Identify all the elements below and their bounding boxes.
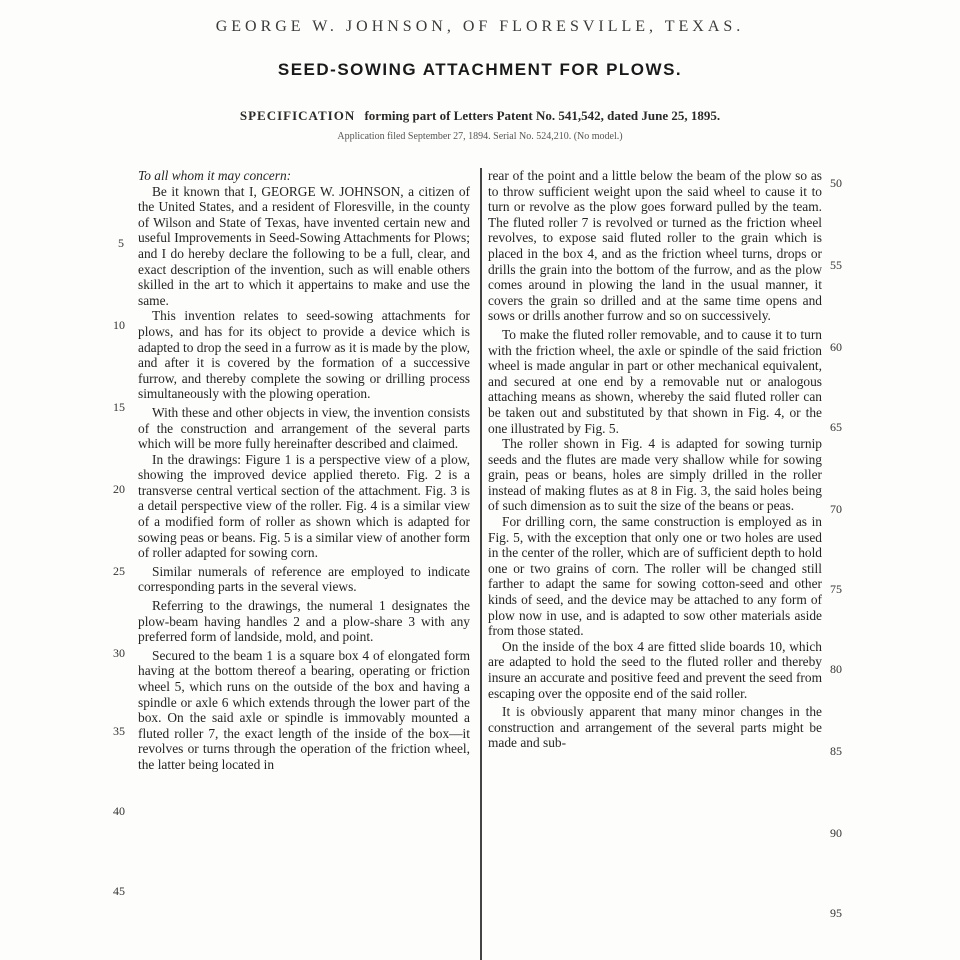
line-number: 50 (830, 176, 842, 190)
line-number: 90 (830, 826, 842, 840)
paragraph: It is obviously apparent that many minor changes in the construction and arrangement of the several parts might be made and sub- (488, 704, 822, 751)
line-number: 25 (113, 564, 125, 578)
paragraph: To make the fluted roller removable, and to cause it to turn with the friction wheel, the axle or spindle of the said friction wheel is made angular in part or other mechanical equivalent, and secured at one end by a removable nut or analogous attaching means as shown, whereby the said fluted roller can be taken out and substituted by that shown in Fig. 4, or the one illustrated by Fig. 5. (488, 326, 822, 436)
inventor-line: GEORGE W. JOHNSON, OF FLORESVILLE, TEXAS. (215, 18, 745, 35)
line-number: 75 (830, 582, 842, 596)
line-number: 85 (830, 744, 842, 758)
left-column (138, 168, 470, 960)
specification-line (0, 108, 960, 124)
paragraph: rear of the point and a little below the beam of the plow so as to throw sufficient weight upon the said wheel to cause it to turn or revolve as the plow goes forward pulled by the team. The fluted roller 7 is revolved or turned as the friction wheel revolves, to expose said fluted roller to the grain which is placed in the box 4, and as the friction wheel turns, drops or drills the grain into the bottom of the furrow, and as the plow comes around in plowing the land in the usual manner, it covers the grain so drilled and at the same time opens and sows or drills another furrow and so on successively. (488, 168, 822, 324)
paragraph: Secured to the beam 1 is a square box 4 of elongated form having at the bottom thereof a bearing, operating or friction wheel 5, which runs on the outside of the box and having a spindle or axle 6 which extends through the lower part of the box. On the said axle or spindle is immovably mounted a fluted roller 7, the exact length of the inside of the box—it revolves or turns through the operation of the friction wheel, the latter being located in (138, 647, 470, 772)
paragraph: This invention relates to seed-sowing attachments for plows, and has for its object to provide a device which is adapted to drop the seed in a furrow as it is made by the plow, and after it is covered by the formation of a successive furrow, and thereby complete the sowing or drilling process simultaneously with the plowing operation. (138, 308, 470, 402)
paragraph: On the inside of the box 4 are fitted slide boards 10, which are adapted to hold the seed to the fluted roller and thereby insure an accurate and positive feed and prevent the seed from escaping over the opposite end of the said roller. (488, 638, 822, 701)
line-number: 65 (830, 420, 842, 434)
patent-title: SEED-SOWING ATTACHMENT FOR PLOWS. (277, 60, 683, 79)
line-number: 95 (830, 906, 842, 920)
line-number: 45 (113, 884, 125, 898)
specification-lead: SPECIFICATION (239, 108, 356, 123)
right-column (488, 168, 822, 960)
application-line: Application filed September 27, 1894. Serial No. 524,210. (No model.) (337, 131, 623, 142)
line-number: 15 (113, 400, 125, 414)
line-number: 40 (113, 804, 125, 818)
line-number: 60 (830, 340, 842, 354)
line-number: 10 (113, 318, 125, 332)
paragraph: Be it known that I, GEORGE W. JOHNSON, a citizen of the United States, and a resident of Floresville, in the county of Wilson and State of Texas, have invented certain new and useful Improvements in Seed-Sowing Attachments for Plows; and I do hereby declare the following to be a full, clear, and exact description of the invention, such as will enable others skilled in the art to which it appertains to make and use the same. (138, 183, 470, 308)
salutation: To all whom it may concern: (138, 168, 292, 183)
line-number: 5 (118, 236, 124, 250)
paragraph: Similar numerals of reference are employed to indicate corresponding parts in the several views. (138, 563, 470, 595)
line-number: 30 (113, 646, 125, 660)
paragraph: In the drawings: Figure 1 is a perspective view of a plow, showing the improved device applied thereto. Fig. 2 is a transverse central vertical section of the attachment. Fig. 3 is a detail perspective view of the roller. Fig. 4 is a similar view of a modified form of roller as shown which is adapted for sowing peas or beans. Fig. 5 is a similar view of another form of roller adapted for sowing corn. (138, 451, 470, 561)
specification-detail: forming part of Letters Patent No. 541,542, dated June 25, 1895. (364, 108, 721, 123)
paragraph: With these and other objects in view, the invention consists of the construction and arrangement of the several parts which will be more fully hereinafter described and claimed. (138, 404, 470, 452)
line-number: 80 (830, 662, 842, 676)
line-number: 20 (113, 482, 125, 496)
paragraph: The roller shown in Fig. 4 is adapted for sowing turnip seeds and the flutes are made very shallow while for sowing grain, peas or beans, holes are simply drilled in the roller instead of making flutes as at 8 in Fig. 3, the said holes being of such dimension as to suit the size of the beans or peas. (488, 436, 822, 514)
paragraph: For drilling corn, the same construction is employed as in Fig. 5, with the exception that only one or two holes are used in the center of the roller, which are of sufficient depth to hold one or two grains of corn. The roller will be changed still farther to adapt the same for sowing cotton-seed and other kinds of seed, and the device may be attached to any form of plow now in use, and is adapted to sow other materials aside from those stated. (488, 514, 822, 639)
column-divider (480, 168, 482, 960)
paragraph: Referring to the drawings, the numeral 1 designates the plow-beam having handles 2 and a plow-share 3 with any preferred form of landside, mold, and point. (138, 598, 470, 645)
line-number: 70 (830, 502, 842, 516)
line-number: 55 (830, 258, 842, 272)
line-number: 35 (113, 724, 125, 738)
